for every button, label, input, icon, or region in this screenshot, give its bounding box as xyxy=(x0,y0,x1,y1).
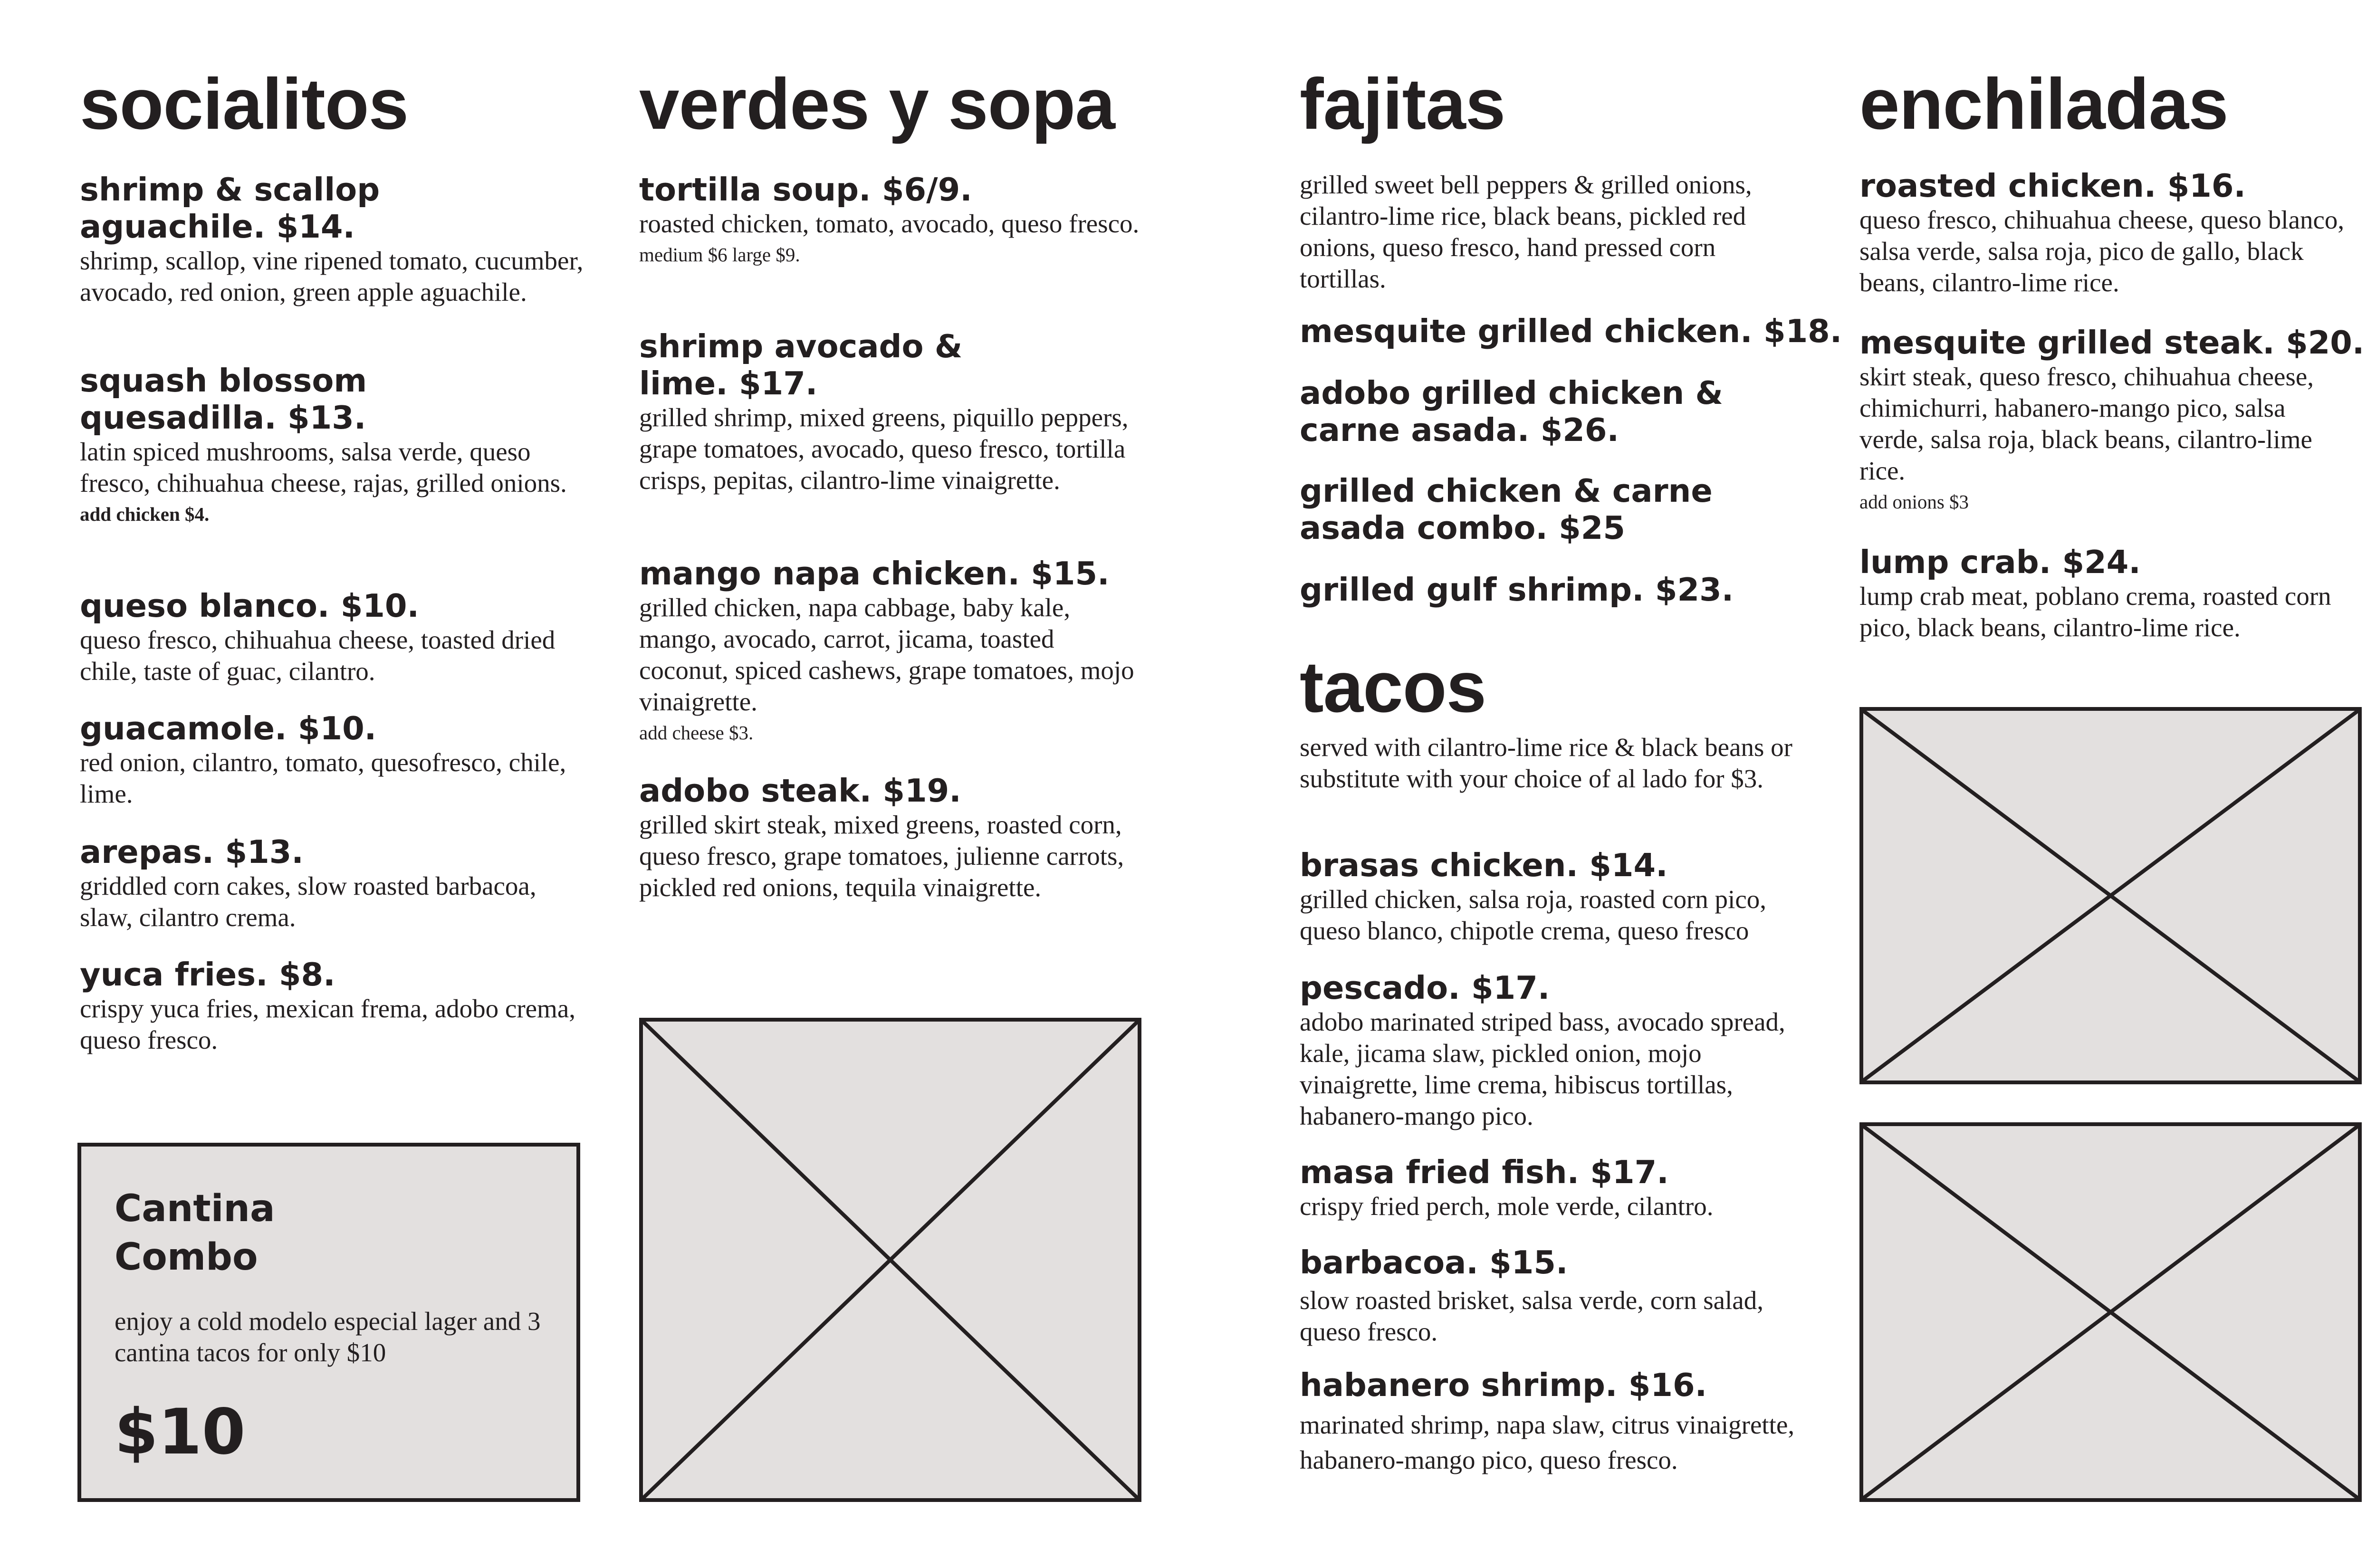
menu-item xyxy=(639,555,1143,745)
item-note: add cheese $3. xyxy=(639,722,754,744)
item-description: skirt steak, queso fresco, chihuahua cheese, chimichurri, habanero-mango pico, salsa verde, salsa roja, black beans, cilantro-lime rice. xyxy=(1859,362,2314,485)
item-name: masa fried fish. $17. xyxy=(1300,1154,1669,1191)
fajita-item: grilled chicken & carne asada combo. $25 xyxy=(1300,472,1713,546)
menu-item xyxy=(80,833,584,933)
item-name: brasas chicken. $14. xyxy=(1300,847,1668,884)
menu-item xyxy=(1300,847,1803,947)
item-name: mesquite grilled steak. $20. xyxy=(1859,324,2365,361)
combo-title: Cantina Combo xyxy=(115,1187,275,1279)
menu-item xyxy=(639,772,1143,903)
image-placeholder xyxy=(1859,707,2362,1084)
combo-price: $10 xyxy=(115,1396,246,1469)
menu-item xyxy=(1859,544,2363,643)
menu-item xyxy=(80,710,584,810)
item-description: latin spiced mushrooms, salsa verde, queso fresco, chihuahua cheese, rajas, grilled onions. xyxy=(80,437,567,497)
fajita-item: grilled gulf shrimp. $23. xyxy=(1300,571,1734,608)
image-placeholder xyxy=(639,1018,1141,1502)
item-name: squash blossom quesadilla. $13. xyxy=(80,362,367,436)
item-description: grilled shrimp, mixed greens, piquillo peppers, grape tomatoes, avocado, queso fresco, tortilla crisps, pepitas, cilantro-lime vinaigrette. xyxy=(639,403,1129,495)
menu-item xyxy=(1859,167,2363,298)
tacos-intro: served with cilantro-lime rice & black beans or substitute with your choice of al lado for $3. xyxy=(1300,733,1792,793)
item-description: queso fresco, chihuahua cheese, queso blanco, salsa verde, salsa roja, pico de gallo, black beans, cilantro-lime rice. xyxy=(1859,205,2345,297)
item-description: grilled chicken, salsa roja, roasted corn pico, queso blanco, chipotle crema, queso fresco xyxy=(1300,885,1766,945)
item-name: shrimp avocado & lime. $17. xyxy=(639,328,963,402)
item-description: marinated shrimp, napa slaw, citrus vinaigrette, habanero-mango pico, queso fresco. xyxy=(1300,1410,1795,1474)
item-description: crispy yuca fries, mexican frema, adobo crema, queso fresco. xyxy=(80,994,575,1054)
item-note: add onions $3 xyxy=(1859,491,1969,513)
tacos-title: tacos xyxy=(1300,647,1486,727)
menu-item xyxy=(1300,1154,1803,1222)
verdes-title: verdes y sopa xyxy=(639,64,1115,144)
item-name: tortilla soup. $6/9. xyxy=(639,171,972,208)
fajita-item: mesquite grilled chicken. $18. xyxy=(1300,313,1842,350)
item-description: crispy fried perch, mole verde, cilantro. xyxy=(1300,1192,1714,1221)
image-placeholder xyxy=(1859,1122,2362,1502)
placeholder-cross-icon xyxy=(1863,1126,2358,1498)
item-description: red onion, cilantro, tomato, quesofresco, chile, lime. xyxy=(80,748,566,808)
fajitas-title: fajitas xyxy=(1300,64,1505,144)
item-description: adobo marinated striped bass, avocado spread, kale, jicama slaw, pickled onion, mojo vinaigrette, lime crema, hibiscus tortillas, habanero-mango pico. xyxy=(1300,1007,1785,1130)
menu-item xyxy=(1300,969,1803,1132)
item-name: guacamole. $10. xyxy=(80,710,377,747)
item-name: mango napa chicken. $15. xyxy=(639,555,1110,592)
item-name: lump crab. $24. xyxy=(1859,544,2141,581)
menu-item xyxy=(1300,1244,1803,1348)
item-description: roasted chicken, tomato, avocado, queso fresco. xyxy=(639,209,1140,238)
item-name: habanero shrimp. $16. xyxy=(1300,1367,1707,1404)
fajita-item: adobo grilled chicken & carne asada. $26. xyxy=(1300,374,1723,449)
menu-item xyxy=(1859,324,2363,514)
item-name: adobo steak. $19. xyxy=(639,772,961,809)
item-description: shrimp, scallop, vine ripened tomato, cucumber, avocado, red onion, green apple aguachile. xyxy=(80,246,584,306)
menu-item xyxy=(80,587,584,687)
combo-description: enjoy a cold modelo especial lager and 3 cantina tacos for only $10 xyxy=(115,1307,541,1367)
socialitos-title: socialitos xyxy=(80,64,409,144)
item-description: slow roasted brisket, salsa verde, corn salad, queso fresco. xyxy=(1300,1286,1763,1346)
item-name: shrimp & scallop aguachile. $14. xyxy=(80,171,380,245)
menu-item xyxy=(1300,1367,1803,1478)
item-note: medium $6 large $9. xyxy=(639,244,800,266)
item-name: roasted chicken. $16. xyxy=(1859,167,2246,204)
item-note: add chicken $4. xyxy=(80,503,210,525)
item-description: grilled skirt steak, mixed greens, roasted corn, queso fresco, grape tomatoes, julienne carrots, pickled red onions, tequila vinaigrette. xyxy=(639,810,1124,902)
item-description: queso fresco, chihuahua cheese, toasted dried chile, taste of guac, cilantro. xyxy=(80,625,556,686)
enchiladas-title: enchiladas xyxy=(1859,64,2228,144)
item-name: queso blanco. $10. xyxy=(80,587,420,624)
item-name: yuca fries. $8. xyxy=(80,956,335,993)
item-description: griddled corn cakes, slow roasted barbacoa, slaw, cilantro crema. xyxy=(80,871,537,932)
placeholder-cross-icon xyxy=(1863,711,2358,1080)
cantina-combo-box xyxy=(77,1143,580,1502)
item-description: grilled chicken, napa cabbage, baby kale, mango, avocado, carrot, jicama, toasted coconut, spiced cashews, grape tomatoes, mojo vinaigrette. xyxy=(639,593,1134,716)
item-name: barbacoa. $15. xyxy=(1300,1244,1568,1281)
menu-item xyxy=(639,171,1143,267)
item-name: arepas. $13. xyxy=(80,833,304,870)
menu-item xyxy=(80,362,584,526)
menu-item xyxy=(80,171,584,308)
menu-item xyxy=(80,956,584,1056)
menu-item xyxy=(639,328,1143,496)
placeholder-cross-icon xyxy=(643,1022,1138,1498)
item-name: pescado. $17. xyxy=(1300,969,1550,1006)
item-description: lump crab meat, poblano crema, roasted corn pico, black beans, cilantro-lime rice. xyxy=(1859,582,2331,642)
fajitas-intro: grilled sweet bell peppers & grilled onions, cilantro-lime rice, black beans, pickled red onions, queso fresco, hand pressed corn tortillas. xyxy=(1300,170,1752,293)
